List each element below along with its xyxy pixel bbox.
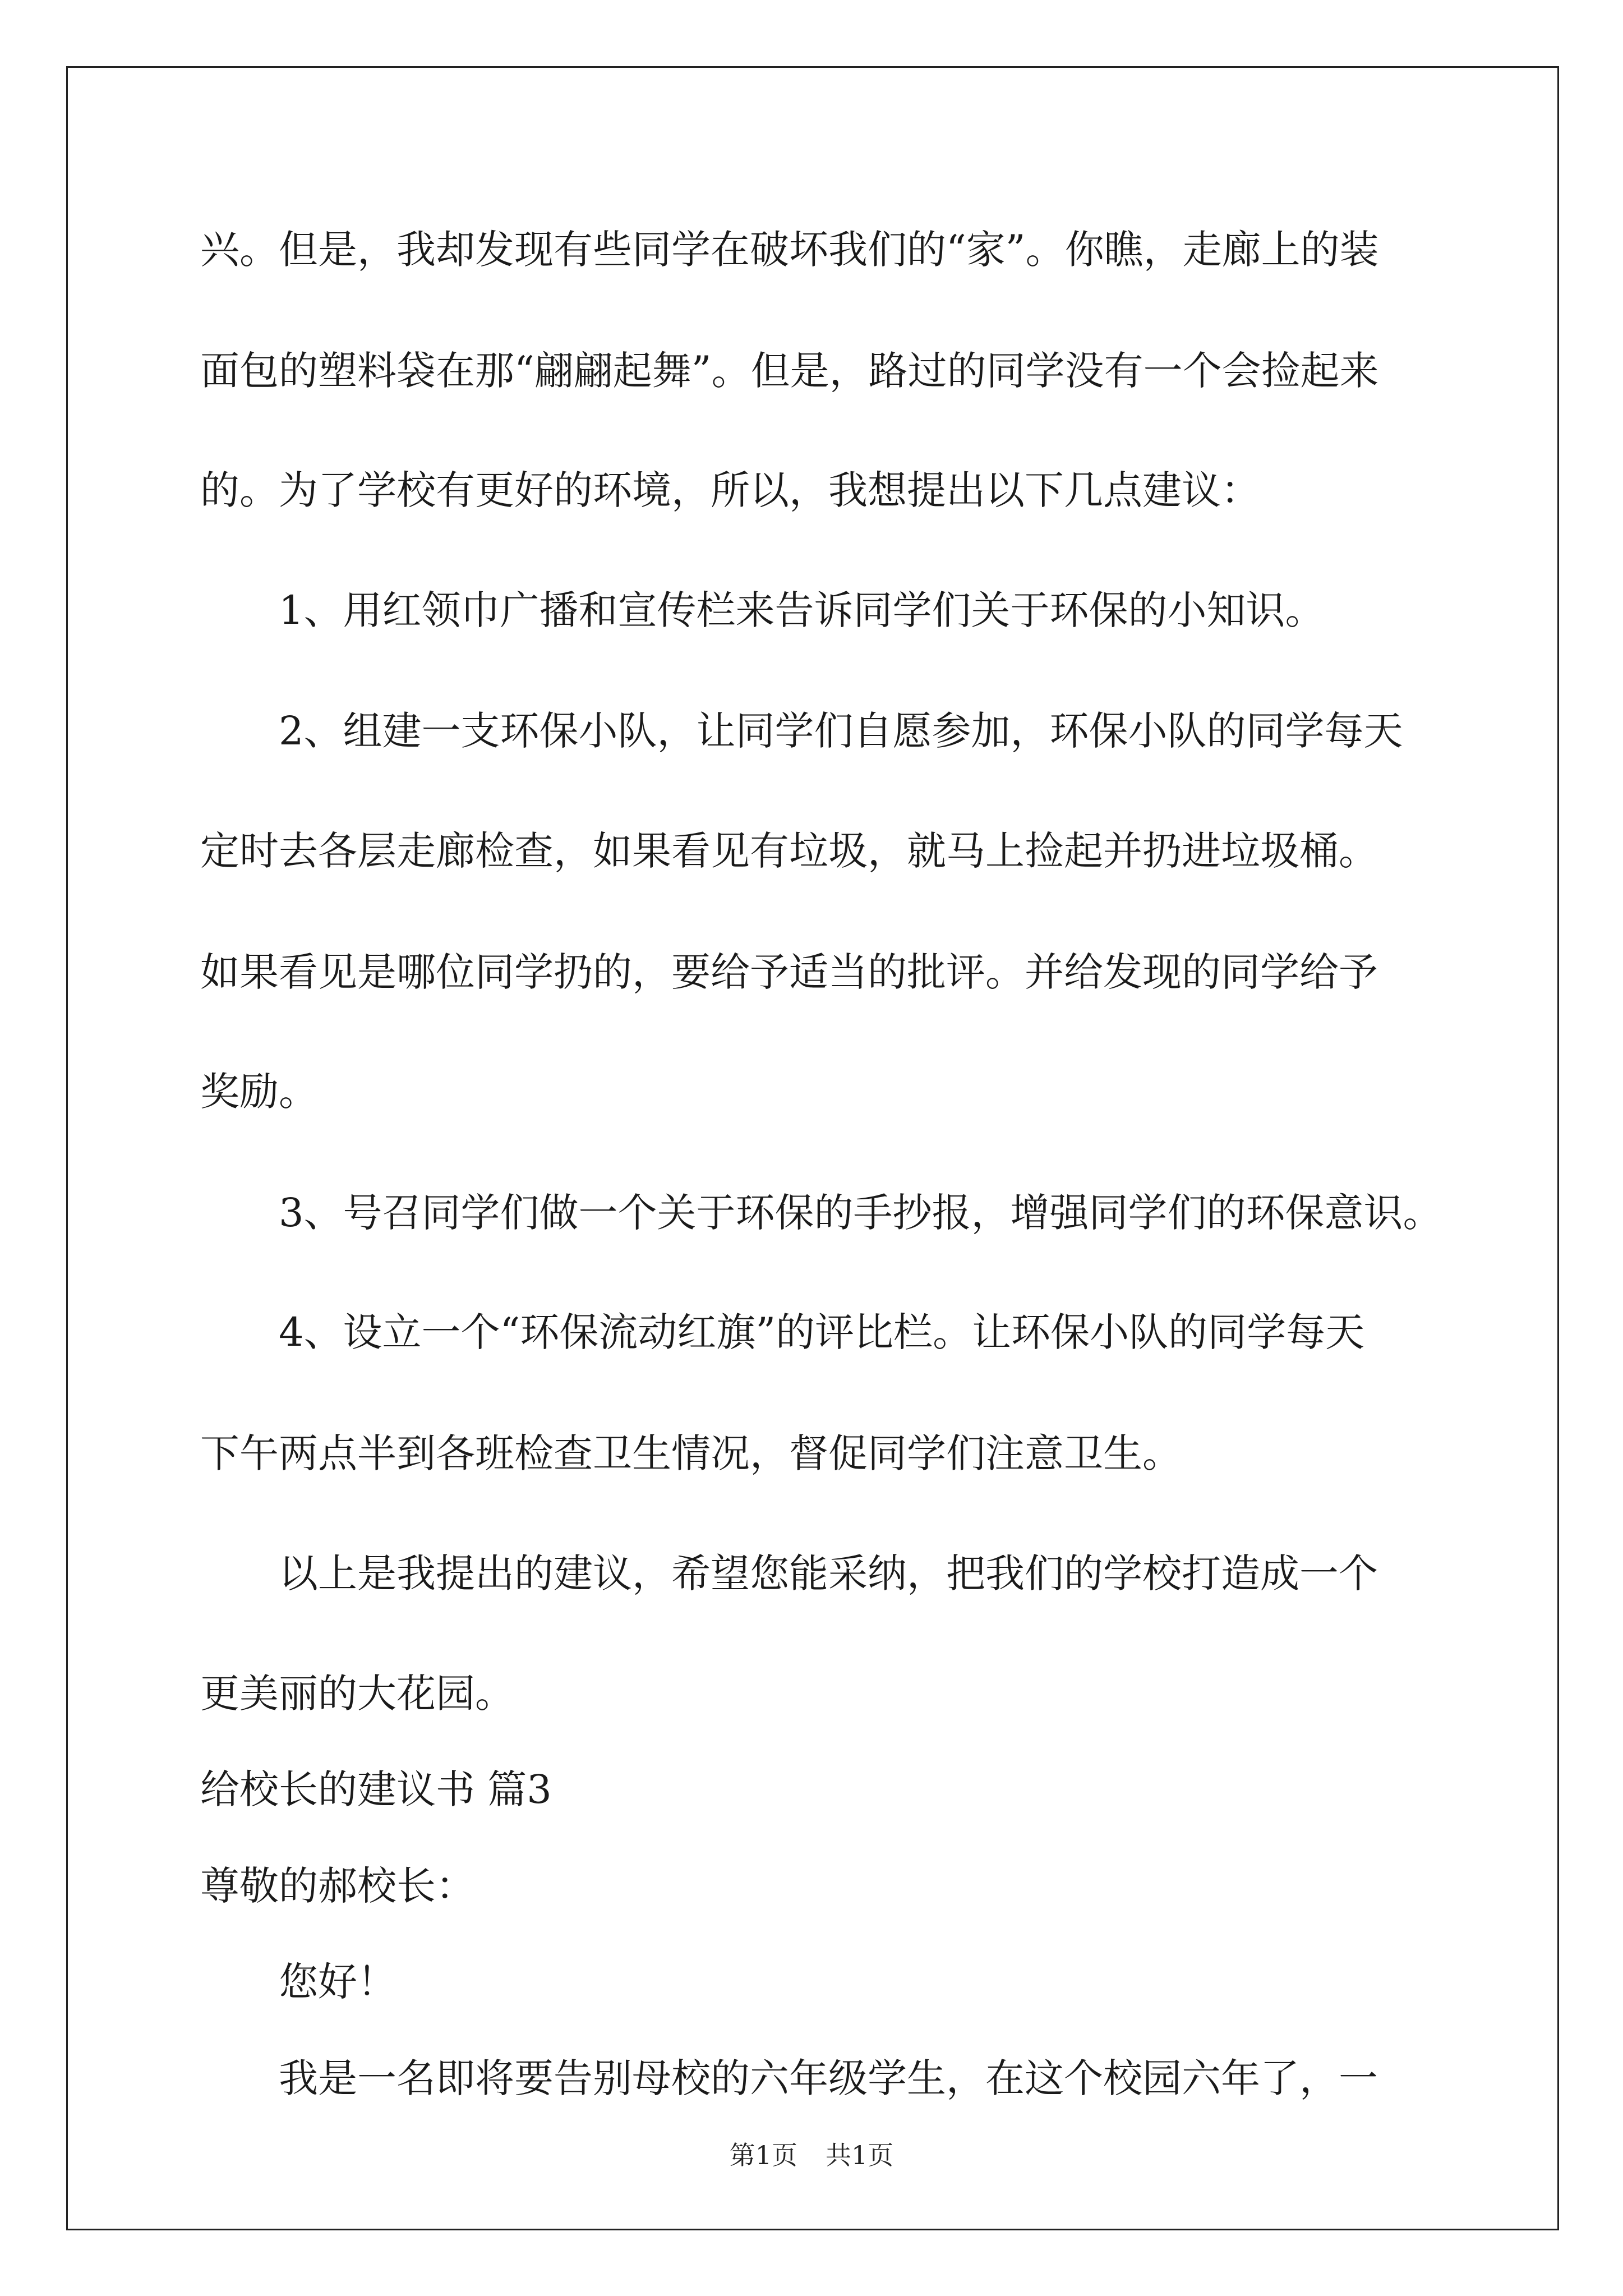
list-item-4: 4、设立一个“环保流动红旗”的评比栏。让环保小队的同学每天 [279, 1309, 1365, 1355]
paragraph-line: 定时去各层走廊检查，如果看见有垃圾，就马上捡起并扔进垃圾桶。 [200, 828, 1378, 874]
page-number: 第1页 [729, 2140, 797, 2170]
paragraph-line: 面包的塑料袋在那“翩翩起舞”。但是，路过的同学没有一个会捡起来 [200, 348, 1379, 394]
page-footer [0, 2138, 1623, 2172]
salutation: 尊敬的郝校长： [200, 1863, 475, 1909]
section-heading: 给校长的建议书 篇3 [200, 1766, 552, 1812]
paragraph-line: 更美丽的大花园。 [200, 1671, 514, 1717]
paragraph-line: 的。为了学校有更好的环境，所以，我想提出以下几点建议： [200, 467, 1260, 513]
paragraph-line: 奖励。 [200, 1069, 318, 1115]
list-item-1: 1、用红领巾广播和宣传栏来告诉同学们关于环保的小知识。 [279, 587, 1325, 633]
list-item-3: 3、号召同学们做一个关于环保的手抄报，增强同学们的环保意识。 [279, 1190, 1442, 1236]
page-total: 共1页 [826, 2140, 894, 2170]
paragraph-line: 兴。但是，我却发现有些同学在破坏我们的“家”。你瞧，走廊上的装 [200, 227, 1379, 273]
paragraph-line: 下午两点半到各班检查卫生情况，督促同学们注意卫生。 [200, 1430, 1182, 1476]
paragraph-line: 我是一名即将要告别母校的六年级学生，在这个校园六年了，一 [279, 2055, 1378, 2101]
paragraph-line: 以上是我提出的建议，希望您能采纳，把我们的学校打造成一个 [279, 1550, 1378, 1596]
paragraph-line: 如果看见是哪位同学扔的，要给予适当的批评。并给发现的同学给予 [200, 949, 1378, 995]
list-item-2: 2、组建一支环保小队，让同学们自愿参加，环保小队的同学每天 [279, 708, 1403, 754]
greeting: 您好！ [279, 1959, 396, 2005]
